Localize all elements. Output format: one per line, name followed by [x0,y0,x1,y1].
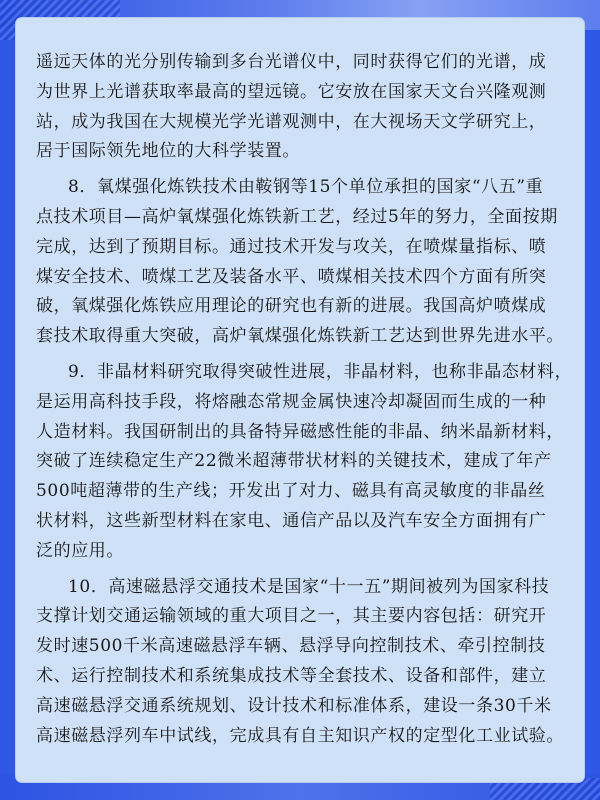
text-line: 为世界上光谱获取率最高的望远镜。它安放在国家天文台兴隆观测 [36,81,547,102]
text-line: 套技术取得重大突破，高炉氧煤强化炼铁新工艺达到世界先进水平。 [36,326,564,347]
text-line: 支撑计划交通运输领域的重大项目之一，其主要内容包括：研究开 [36,606,547,627]
text-line: 高速磁悬浮列车中试线，完成具有自主知识产权的定型化工业试验。 [36,725,564,746]
paragraph-item-10 [36,573,570,752]
text-line: 10．高速磁悬浮交通技术是国家“十一五”期间被列为国家科技 [68,576,550,597]
text-line: 高速磁悬浮交通系统规划、设计技术和标准体系，建设一条30千米 [36,695,552,716]
text-line: 遥远天体的光分别传输到多台光谱仪中，同时获得它们的光谱，成 [36,52,547,72]
paragraph-item-8 [36,173,570,352]
text-line: 煤安全技术、喷煤工艺及装备水平、喷煤相关技术四个方面有所突 [36,266,547,287]
text-line: 破，氧煤强化炼铁应用理论的研究也有新的进展。我国高炉喷煤成 [36,296,547,317]
text-line: 发时速500千米高速磁悬浮车辆、悬浮导向控制技术、牵引控制技 [36,636,546,657]
text-line: 人造材料。我国研制出的具备特异磁感性能的非晶、纳米晶新材料， [36,421,564,442]
text-line: 站，成为我国在大规模光学光谱观测中，在大视场天文学研究上， [36,111,547,132]
text-line: 8．氧煤强化炼铁技术由鞍钢等15个单位承担的国家“八五”重 [68,177,544,198]
text-line: 突破了连续稳定生产22微米超薄带状材料的关键技术，建成了年产 [36,451,552,472]
paragraph-continuation [36,48,570,167]
text-line: 状材料，这些新型材料在家电、通信产品以及汽车安全方面拥有广 [36,510,547,531]
text-line: 术、运行控制技术和系统集成技术等全套技术、设备和部件，建立 [36,665,547,686]
text-line: 是运用高科技手段，将熔融态常规金属快速冷却凝固而生成的一种 [36,391,547,412]
text-line: 完成，达到了预期目标。通过技术开发与攻关，在喷煤量指标、喷 [36,236,547,257]
article-text [36,48,573,757]
text-line: 500吨超薄带的生产线；开发出了对力、磁具有高灵敏度的非晶丝 [36,481,546,502]
text-line: 9．非晶材料研究取得突破性进展，非晶材料，也称非晶态材料， [68,361,573,382]
text-line: 点技术项目—高炉氧煤强化炼铁新工艺，经过5年的努力，全面按期 [36,206,558,227]
text-line: 泛的应用。 [36,540,124,561]
text-line: 居于国际领先地位的大科学装置。 [36,141,300,162]
paragraph-item-9 [36,358,573,567]
